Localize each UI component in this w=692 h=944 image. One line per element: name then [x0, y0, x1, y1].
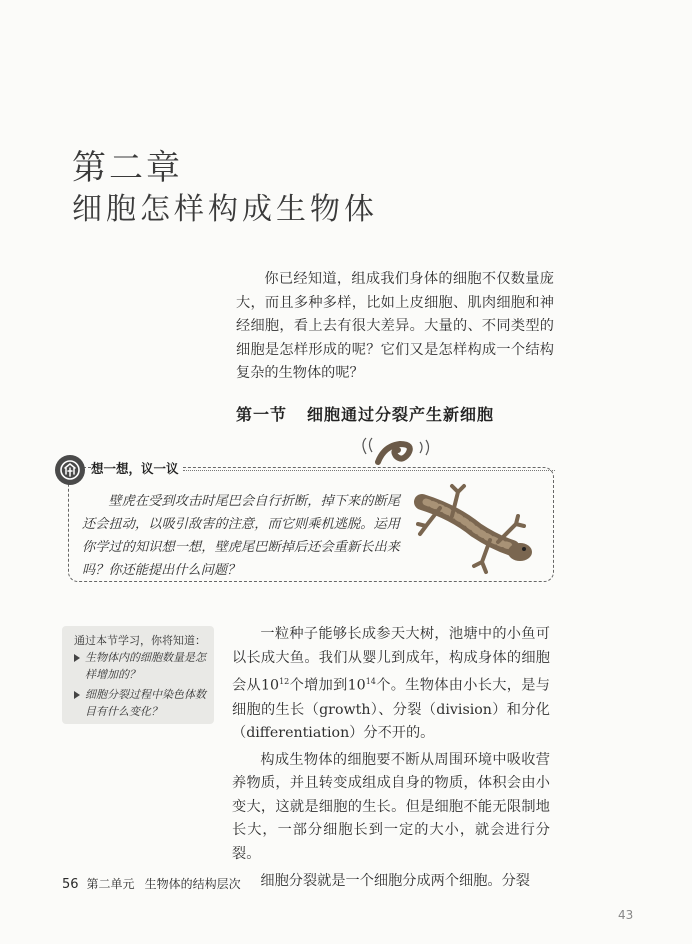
learning-goal-item: 细胞分裂过程中染色体数目有什么变化？ — [74, 686, 208, 720]
intro-paragraph: 你已经知道，组成我们身体的细胞不仅数量庞大，而且多种多样，比如上皮细胞、肌肉细胞和神经细胞，看上去有很大差异。大量的、不同类型的细胞是怎样形成的呢？它们又是怎样构成一个结构复杂的生物体的呢？ — [236, 271, 554, 381]
chapter-title: 细胞怎样构成生物体 — [72, 192, 378, 227]
unit-title: 生物体的结构层次 — [144, 877, 241, 891]
think-label: 想一想，议一议 — [91, 459, 183, 477]
section-name: 细胞通过分裂产生新细胞 — [307, 405, 495, 424]
triangle-bullet-icon — [74, 691, 80, 699]
page-footer — [62, 875, 241, 892]
triangle-bullet-icon — [74, 654, 80, 662]
discussion-badge-icon — [55, 455, 85, 485]
body-paragraph: 细胞分裂就是一个细胞分成两个细胞。分裂 — [260, 872, 530, 889]
unit-label: 第二单元 — [86, 877, 135, 891]
learning-goal-item: 生物体内的细胞数量是怎样增加的？ — [74, 649, 208, 683]
section-number: 第一节 — [236, 405, 288, 424]
body-paragraph: 构成生物体的细胞要不断从周围环境中吸收营养物质，并且转变成组成自身的物质，体积会由小变大，这就是细胞的生长。但是细胞不能无限制地长大，一部分细胞长到一定的大小，就会进行分裂。 — [232, 751, 550, 863]
chapter-number: 第二章 — [72, 148, 183, 188]
gecko-illustration — [356, 432, 532, 580]
body-text — [232, 623, 550, 896]
next-page-mark: 43 — [618, 908, 634, 922]
body-paragraph: 一粒种子能够长成参天大树，池塘中的小鱼可以长成大鱼。我们从婴儿到成年，构成身体的细胞会从$10^{12}$个增加到$10^{14}$个。生物体由小长大，是与细胞的生长（growth）、分裂（division）和分化（differentiation）分不开的。 — [232, 626, 550, 742]
learning-goals-title: 通过本节学习，你将知道： — [74, 634, 206, 647]
section-title — [236, 402, 494, 425]
page-number: 56 — [62, 877, 79, 892]
think-text: 壁虎在受到攻击时尾巴会自行折断，掉下来的断尾还会扭动，以吸引敌害的注意，而它则乘机逃脱。运用你学过的知识想一想，壁虎尾巴断掉后还会重新长出来吗？你还能提出什么问题？ — [82, 494, 400, 578]
